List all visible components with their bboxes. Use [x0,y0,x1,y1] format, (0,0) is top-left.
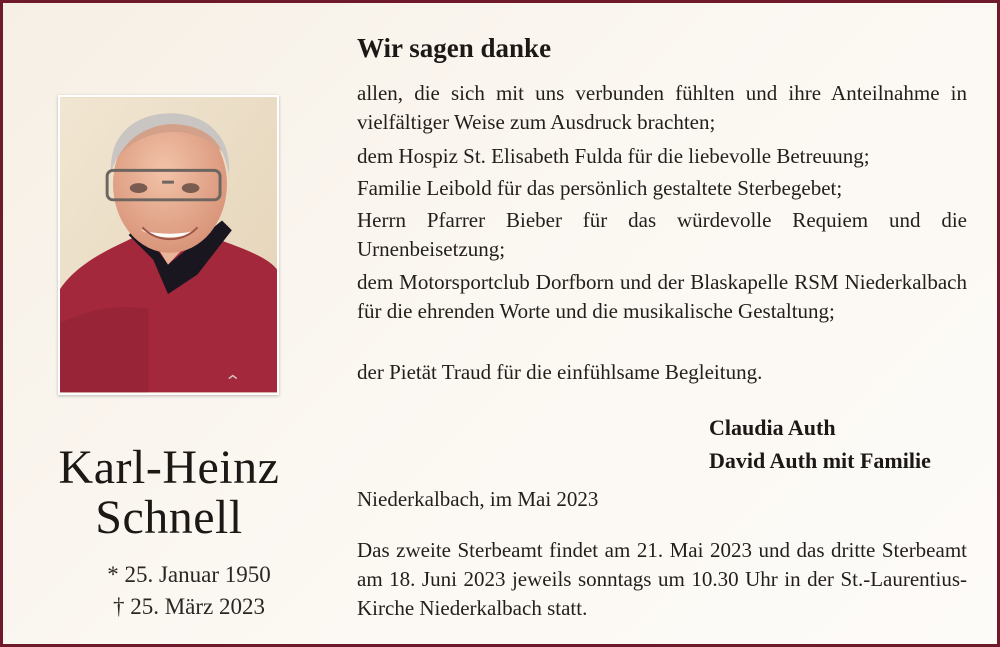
place-date: Niederkalbach, im Mai 2023 [357,487,599,511]
signature-name: David Auth mit Familie [709,448,931,473]
thanks-line: der Pietät Traud für die einfühlsame Begleitung. [357,360,763,384]
signature-name: Claudia Auth [709,415,836,440]
deceased-last-name: Schnell [95,491,243,544]
service-notice: Das zweite Sterbeamt findet am 21. Mai 2023 und das dritte Sterbeamt am 18. Juni 2023 jeweils sonntags um 10.30 Uhr in der St.-Laurentius-Kirche Niederkalbach statt. [357,538,967,620]
birth-date: * 25. Januar 1950 [107,562,271,587]
thanks-line: Herrn Pfarrer Bieber für das würdevolle Requiem und die Urnenbeisetzung; [357,208,967,261]
deceased-first-name: Karl-Heinz [58,441,280,494]
thanks-line: allen, die sich mit uns verbunden fühlten und ihre Anteilnahme in vielfältiger Weise zum Ausdruck brachten; [357,81,967,134]
thanks-line: dem Motorsportclub Dorfborn und der Blaskapelle RSM Niederkalbach für die ehrenden Worte und die musikalische Gestaltung; [357,270,967,323]
portrait-photo [58,95,279,395]
death-date: † 25. März 2023 [112,594,266,619]
thanks-line: Familie Leibold für das persönlich gestaltete Sterbegebet; [357,176,843,200]
thanks-heading: Wir sagen danke [357,33,552,63]
thanks-line: dem Hospiz St. Elisabeth Fulda für die liebevolle Betreuung; [357,144,870,168]
